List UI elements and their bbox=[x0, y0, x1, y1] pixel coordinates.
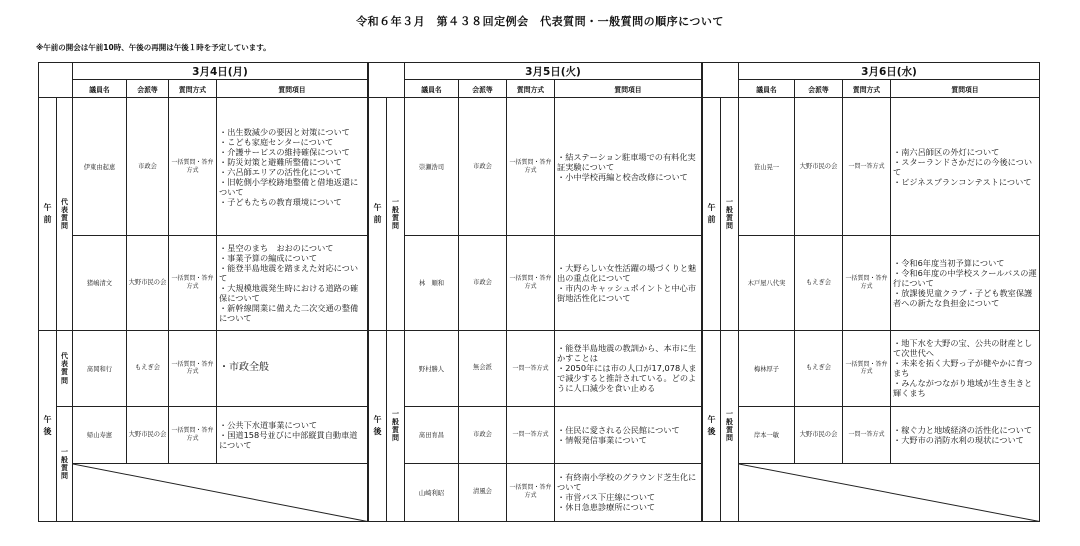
councillor-name: 梅林厚子 bbox=[739, 330, 795, 407]
party-name: 大野市民の会 bbox=[795, 407, 843, 463]
day3-date: 3月6日(水) bbox=[739, 63, 1040, 80]
day1-corner bbox=[39, 63, 73, 98]
question-format: 一括質問・答弁方式 bbox=[507, 463, 555, 521]
party-name: 清風会 bbox=[459, 463, 507, 521]
councillor-name: 髙田育昌 bbox=[405, 407, 459, 463]
question-format: 一括質問・答弁方式 bbox=[507, 98, 555, 236]
header-name: 議員名 bbox=[405, 80, 459, 98]
question-topics: ・稼ぐ力と地域経済の活性化について ・大野市の消防水利の現状について bbox=[891, 407, 1040, 463]
header-format: 質問方式 bbox=[843, 80, 891, 98]
councillor-name: 崇瀬浩司 bbox=[405, 98, 459, 236]
question-topics: ・住民に愛される公民館について ・情報発信事業について bbox=[555, 407, 702, 463]
diagonal-line bbox=[739, 464, 1039, 521]
party-name: 市政会 bbox=[459, 98, 507, 236]
councillor-name: 岸本一敏 bbox=[739, 407, 795, 463]
diagonal-line bbox=[73, 464, 367, 521]
day2-panel bbox=[368, 62, 702, 522]
day3-table bbox=[702, 62, 1040, 522]
councillor-name: 林 順和 bbox=[405, 236, 459, 331]
empty-slot bbox=[739, 463, 1040, 521]
question-format: 一問一答方式 bbox=[507, 407, 555, 463]
party-name: 大野市民の会 bbox=[795, 98, 843, 236]
day1-pm-type1: 代表質問 bbox=[57, 330, 73, 407]
day1-pm-type2: 一般質問 bbox=[57, 407, 73, 522]
councillor-name: 山崎利昭 bbox=[405, 463, 459, 521]
councillor-name: 髙岡和行 bbox=[73, 330, 127, 407]
header-party: 会派等 bbox=[127, 80, 169, 98]
councillor-name: 野村勝人 bbox=[405, 330, 459, 407]
party-name: 市政会 bbox=[127, 98, 169, 236]
day3-pm-label: 午後 bbox=[703, 330, 721, 521]
header-topics: 質問項目 bbox=[555, 80, 702, 98]
day3-panel bbox=[702, 62, 1040, 522]
question-topics: ・市政全般 bbox=[217, 330, 368, 407]
day2-date: 3月5日(火) bbox=[405, 63, 702, 80]
councillor-name: 帰山寿憲 bbox=[73, 407, 127, 463]
day1-am-type: 代表質問 bbox=[57, 98, 73, 331]
party-name: もえぎ会 bbox=[795, 236, 843, 331]
question-topics: ・結ステーション駐車場での有料化実証実験について ・小中学校再編と校舎改修について bbox=[555, 98, 702, 236]
question-topics: ・能登半島地震の教訓から、本市に生かすことは ・2050年には市の人口が17,078人まで減少すると推計されている。どのように人口減少を食い止める bbox=[555, 330, 702, 407]
day3-am-label: 午前 bbox=[703, 98, 721, 331]
header-name: 議員名 bbox=[739, 80, 795, 98]
party-name: もえぎ会 bbox=[795, 330, 843, 407]
day1-table bbox=[38, 62, 368, 522]
header-party: 会派等 bbox=[459, 80, 507, 98]
page-title: 令和６年３月 第４３８回定例会 代表質問・一般質問の順序について bbox=[356, 15, 724, 28]
empty-slot bbox=[73, 463, 368, 521]
party-name: 大野市民の会 bbox=[127, 236, 169, 331]
header-name: 議員名 bbox=[73, 80, 127, 98]
question-topics: ・地下水を大野の宝、公共の財産として次世代へ ・未来を拓く大野っ子が健やかに育つまち ・みんながつながり地域が生き生きと輝くまち bbox=[891, 330, 1040, 407]
question-format: 一問一答方式 bbox=[507, 330, 555, 407]
party-name: 大野市民の会 bbox=[127, 407, 169, 463]
day2-corner bbox=[369, 63, 405, 98]
question-format: 一問一答方式 bbox=[843, 407, 891, 463]
question-format: 一括質問・答弁方式 bbox=[169, 236, 217, 331]
day3-corner bbox=[703, 63, 739, 98]
schedule-note: ※午前の開会は午前10時、午後の再開は午後１時を予定しています。 bbox=[36, 43, 271, 52]
question-topics: ・南六呂師区の外灯について ・スターランドさかだにの今後について ・ビジネスプランコンテストについて bbox=[891, 98, 1040, 236]
question-format: 一問一答方式 bbox=[843, 98, 891, 236]
councillor-name: 猪嶋清文 bbox=[73, 236, 127, 331]
councillor-name: 木戸屋八代実 bbox=[739, 236, 795, 331]
party-name: 市政会 bbox=[459, 236, 507, 331]
day2-pm-type: 一般質問 bbox=[387, 330, 405, 521]
day1-panel bbox=[38, 62, 368, 522]
day2-am-type: 一般質問 bbox=[387, 98, 405, 331]
councillor-name: 笹山晃一 bbox=[739, 98, 795, 236]
header-topics: 質問項目 bbox=[217, 80, 368, 98]
question-topics: ・出生数減少の要因と対策について ・こども家庭センターについて ・介護サービスの維持確保について ・防災対策と避難所整備について ・六呂師エリアの活性化について ・旧乾側小学校跡地整備と借地返還について ・子どもたちの教育環境について bbox=[217, 98, 368, 236]
councillor-name: 伊東由起恵 bbox=[73, 98, 127, 236]
question-format: 一括質問・答弁方式 bbox=[507, 236, 555, 331]
question-format: 一括質問・答弁方式 bbox=[169, 330, 217, 407]
question-topics: ・星空のまち おおのについて ・事業予算の編成について ・能登半島地震を踏まえた対応について ・大規模地震発生時における道路の確保について ・新幹線開業に備えた二次交通の整備について bbox=[217, 236, 368, 331]
day1-am-label: 午前 bbox=[39, 98, 57, 331]
question-format: 一括質問・答弁方式 bbox=[169, 407, 217, 463]
day1-pm-label: 午後 bbox=[39, 330, 57, 521]
day3-am-type: 一般質問 bbox=[721, 98, 739, 331]
question-topics: ・公共下水道事業について ・国道158号並びに中部縦貫自動車道について bbox=[217, 407, 368, 463]
header-format: 質問方式 bbox=[169, 80, 217, 98]
question-format: 一括質問・答弁方式 bbox=[843, 236, 891, 331]
day3-pm-type: 一般質問 bbox=[721, 330, 739, 521]
question-format: 一括質問・答弁方式 bbox=[169, 98, 217, 236]
party-name: もえぎ会 bbox=[127, 330, 169, 407]
header-topics: 質問項目 bbox=[891, 80, 1040, 98]
question-topics: ・有終南小学校のグラウンド芝生化について ・市営バス下庄線について ・休日急患診療所について bbox=[555, 463, 702, 521]
header-format: 質問方式 bbox=[507, 80, 555, 98]
day2-table bbox=[368, 62, 702, 522]
question-format: 一括質問・答弁方式 bbox=[843, 330, 891, 407]
party-name: 無会派 bbox=[459, 330, 507, 407]
header-party: 会派等 bbox=[795, 80, 843, 98]
question-topics: ・大野らしい女性活躍の場づくりと魅出の重点化について ・市内のキャッシュポイントと中心市街地活性化について bbox=[555, 236, 702, 331]
day2-am-label: 午前 bbox=[369, 98, 387, 331]
party-name: 市政会 bbox=[459, 407, 507, 463]
question-topics: ・令和6年度当初予算について ・令和6年度の中学校スクールバスの運行について ・放課後児童クラブ・子ども教室保護者への新たな負担金について bbox=[891, 236, 1040, 331]
day2-pm-label: 午後 bbox=[369, 330, 387, 521]
day1-date: 3月4日(月) bbox=[73, 63, 368, 80]
